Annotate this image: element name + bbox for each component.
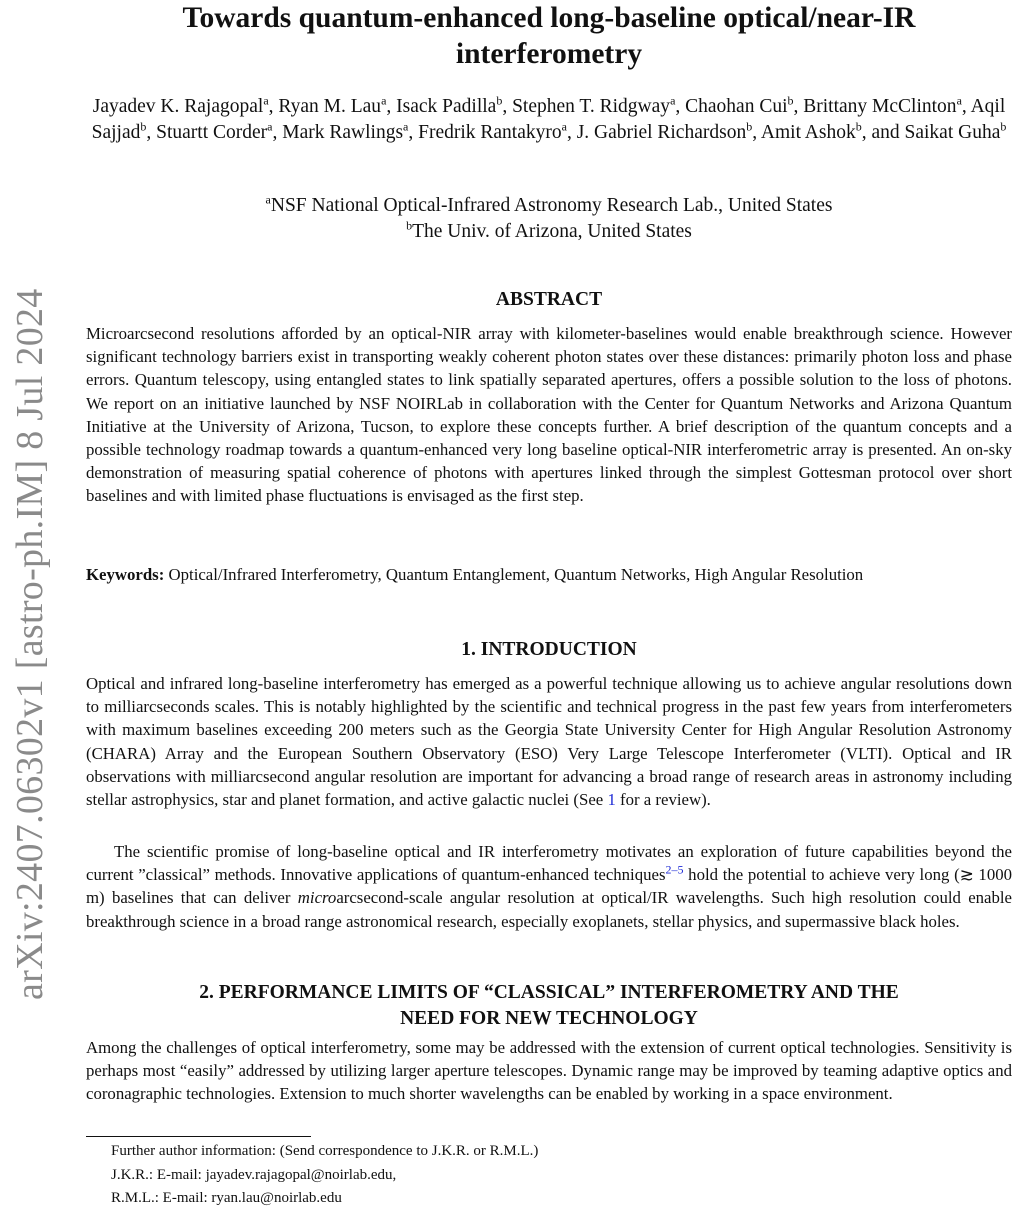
author-list: Jayadev K. Rajagopal$^a$, Ryan M. Lau$^a$, Isack Padilla$^b$, Stephen T. Ridgway$^a$, Chaohan Cui$^b$, Brittany McClinton$^a$, Aqil Sajjad$^b$, Stuartt Corder$^a$, Mark Rawlings$^a$, Fredrik Rantakyro$^a$, J. Gabriel Richardson$^b$, Amit Ashok$^b$, and Saikat Guha$^b$ [91, 93, 1007, 143]
affiliation-mark: b [746, 119, 753, 134]
arxiv-identifier: arXiv:2407.06302v1 [astro-ph.IM] 8 Jul 2024 [9, 288, 51, 1000]
affiliation-mark: a [403, 119, 409, 134]
paper-page [86, 0, 1012, 1206]
author-name: J. Gabriel Richardson$^b$ [576, 119, 753, 143]
footnote-line-3: R.M.L.: E-mail: ryan.lau@noirlab.edu [111, 1190, 342, 1206]
affiliation-mark: a [956, 93, 962, 108]
affiliation-mark: a [381, 93, 387, 108]
affiliation-mark: b [855, 119, 862, 134]
author-name: Stephen T. Ridgway$^a$ [512, 93, 676, 117]
affiliation-mark: b [496, 93, 503, 108]
reference-link-1[interactable]: 1 [607, 790, 616, 810]
keywords-text: Optical/Infrared Interferometry, Quantum Entanglement, Quantum Networks, High Angular Resolution [168, 565, 864, 584]
author-name: Amit Ashok$^b$ [760, 119, 862, 143]
affiliation-mark: b [1000, 119, 1007, 134]
affiliation-mark: a [267, 119, 273, 134]
citation-link-2-5[interactable]: 2–5 [665, 862, 684, 877]
section-2-paragraph-1: Among the challenges of optical interferometry, some may be addressed with the extension of current optical technologies. Sensitivity is perhaps most “easily” addressed by utilizing larger aperture telescopes. Dynamic range may be improved by teaming adaptive optics and coronagraphic technologies. Extension to much shorter wavelengths can be enabled by working in a space environment. [86, 1038, 1012, 1104]
introduction-paragraph-1: Optical and infrared long-baseline interferometry has emerged as a powerful technique allowing us to achieve angular resolutions down to milliarcseconds scales. This is notably highlighted by the scientific and technical progress in the past few years from interferometers with maximum baselines exceeding 200 meters such as the Georgia State University Center for High Angular Resolution Astronomy (CHARA) Array and the European Southern Observatory (ESO) Very Large Telescope Interferometer (VLTI). Optical and IR observations with milliarcsecond angular resolution are important for advancing a broad range of research areas in astronomy including stellar astrophysics, star and planet formation, and active galactic nuclei (See 1 for a review). [86, 674, 1012, 810]
keywords-label: Keywords: [86, 565, 165, 584]
affiliation-a: $^a$NSF National Optical-Infrared Astronomy Research Lab., United States [265, 192, 833, 216]
abstract-text: Microarcsecond resolutions afforded by an optical-NIR array with kilometer-baselines would enable breakthrough science. However significant technology barriers exist in transporting weakly coherent photon states over these distances: primarily photon loss and phase errors. Quantum telescopy, using entangled states to link spatially separated apertures, offers a possible solution to the loss of photons. We report on an initiative launched by NSF NOIRLab in collaboration with the Center for Quantum Networks and Arizona Quantum Initiative at the University of Arizona, Tucson, to explore these concepts further. A brief description of the quantum concepts and a possible technology roadmap towards a quantum-enhanced very long baseline optical-NIR interferometric array is presented. An on-sky demonstration of measuring spatial coherence of photons with apertures linked through the simplest Gottesman protocol over short baselines and with limited phase fluctuations is envisaged as the first step. [86, 324, 1012, 506]
affiliation-mark: a [561, 119, 567, 134]
affiliation-b: $^b$The Univ. of Arizona, United States [406, 218, 692, 242]
footnote-line-1: Further author information: (Send correspondence to J.K.R. or R.M.L.) [111, 1143, 539, 1159]
author-name: Brittany McClinton$^a$ [803, 93, 962, 117]
author-name: Jayadev K. Rajagopal$^a$ [92, 93, 269, 117]
keywords [86, 563, 1012, 586]
author-name: Isack Padilla$^b$ [396, 93, 503, 117]
affiliation-mark: a [263, 93, 269, 108]
section-2-heading: 2. PERFORMANCE LIMITS OF “CLASSICAL” INTERFEROMETRY AND THE NEED FOR NEW TECHNOLOGY [199, 982, 899, 1029]
affiliation-mark: a [670, 93, 676, 108]
author-name: Aqil Sajjad$^b$ [91, 96, 1006, 143]
author-name: Mark Rawlings$^a$ [282, 119, 409, 143]
affiliation-mark: b [787, 93, 794, 108]
abstract-heading: ABSTRACT [495, 289, 603, 310]
affiliation-mark: b [140, 119, 147, 134]
author-name: Fredrik Rantakyro$^a$ [418, 119, 567, 143]
author-name: Saikat Guha$^b$ [904, 119, 1007, 143]
footnote-line-2: J.K.R.: E-mail: jayadev.rajagopal@noirlab.edu, [111, 1166, 397, 1183]
author-name: Chaohan Cui$^b$ [685, 93, 794, 117]
footnote-divider [86, 1136, 311, 1137]
introduction-paragraph-2: The scientific promise of long-baseline optical and IR interferometry motivates an exploration of future capabilities beyond the current ”classical” methods. Innovative applications of quantum-enhanced techniques$^{2-5}$ hold the potential to achieve very long (≳ 1000 m) baselines that can deliver microarcsecond-scale angular resolution at optical/IR wavelengths. Such high resolution could enable breakthrough science in a broad range astronomical research, especially exoplanets, stellar physics, and supermassive black holes. [86, 842, 1012, 931]
paper-title: Towards quantum-enhanced long-baseline optical/near-IR interferometry [182, 2, 916, 70]
author-name: Ryan M. Lau$^a$ [278, 93, 387, 117]
affiliation-list [86, 193, 1012, 245]
author-name: Stuartt Corder$^a$ [156, 119, 273, 143]
introduction-heading: 1. INTRODUCTION [461, 639, 637, 660]
